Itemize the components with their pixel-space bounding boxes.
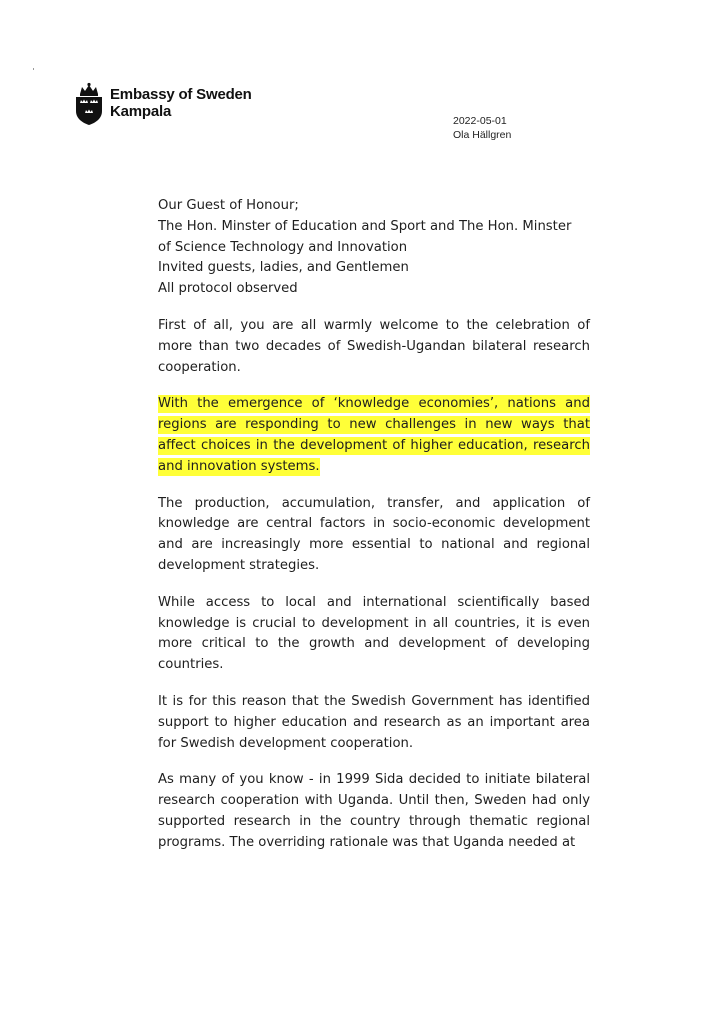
embassy-city: Kampala [110, 103, 172, 120]
document-date: 2022-05-01 [453, 115, 507, 127]
salutation-block [158, 196, 590, 300]
three-crowns-crest-icon [74, 82, 104, 126]
document-author: Ola Hällgren [453, 129, 512, 141]
embassy-name: Embassy of Sweden [110, 86, 252, 103]
salutation-line: Our Guest of Honour; [158, 198, 299, 213]
paragraph: The production, accumulation, transfer, and application of knowledge are central factors in socio-economic development and are increasingly more essential to national and regional development strategies. [158, 495, 590, 573]
paragraph: As many of you know - in 1999 Sida decided to initiate bilateral research cooperation with Uganda. Until then, Sweden had only supported research in the country through thematic regional programs. The overriding rationale was that Uganda needed at [158, 772, 590, 850]
speech-body [158, 196, 590, 854]
paragraph: It is for this reason that the Swedish Government has identified support to higher education and research as an important area for Swedish development cooperation. [158, 693, 590, 751]
salutation-line: The Hon. Minster of Education and Sport and The Hon. Minster [158, 218, 572, 234]
embassy-logo [74, 82, 252, 126]
scan-speck [33, 68, 34, 70]
salutation-line: of Science Technology and Innovation [158, 239, 408, 255]
salutation-line: Invited guests, ladies, and Gentlemen [158, 260, 409, 276]
document-meta [453, 114, 511, 142]
highlighted-text: With the emergence of ‘knowledge economies’, nations and regions are responding to new challenges in new ways that affect choices in the development of higher education, research and innovation systems. [158, 396, 590, 474]
paragraph: First of all, you are all warmly welcome to the celebration of more than two decades of Swedish-Ugandan bilateral research cooperation. [158, 317, 590, 375]
salutation-line: All protocol observed [158, 281, 298, 297]
highlighted-paragraph [158, 394, 590, 477]
paragraph: While access to local and international scientifically based knowledge is crucial to development in all countries, it is even more critical to the growth and development of developing countries. [158, 594, 590, 673]
